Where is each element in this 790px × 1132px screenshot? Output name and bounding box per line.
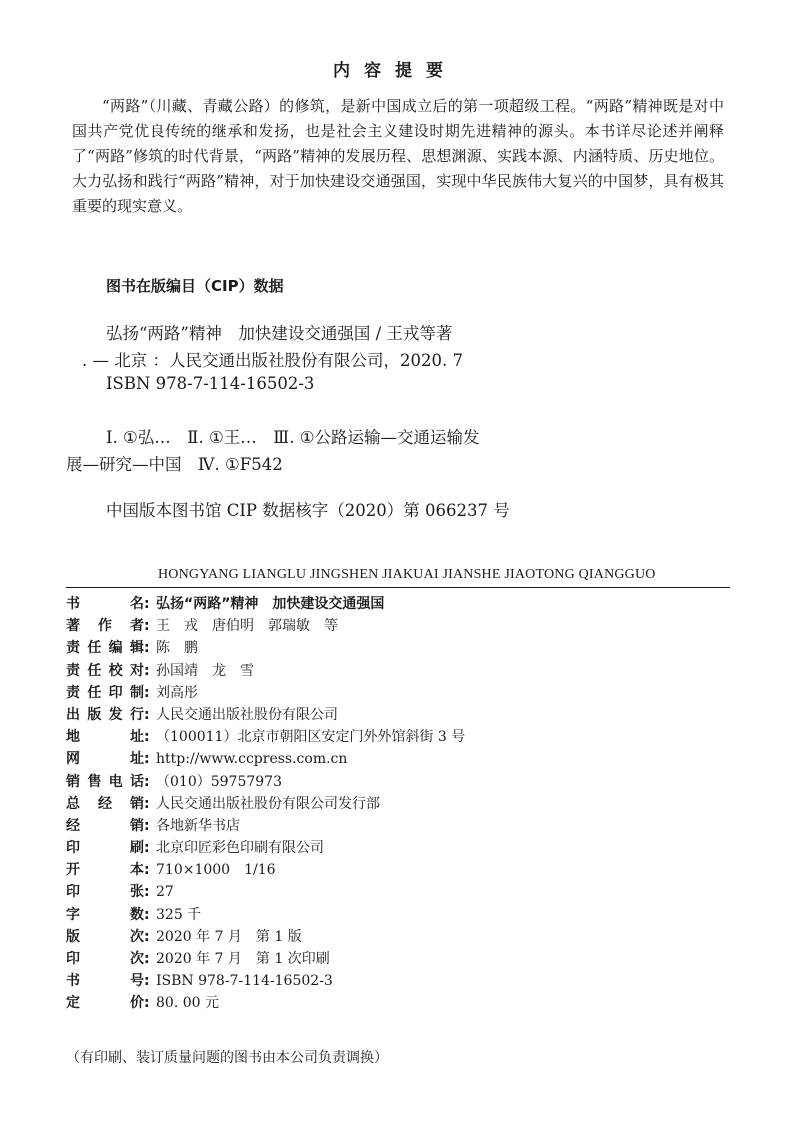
pinyin-title: HONGYANG LIANGLU JINGSHEN JIAKUAI JIANSHE JIAOTONG QIANGGUO <box>158 567 656 582</box>
cip-classification-line-1: Ⅰ. ①弘… Ⅱ. ①王… Ⅲ. ①公路运输—交通运输发 <box>106 428 480 447</box>
cip-classification-line-2: 展—研究—中国 Ⅳ. ①F542 <box>66 455 283 474</box>
divider-line <box>66 587 730 588</box>
summary-paragraph: “两路”（川藏、青藏公路）的修筑，是新中国成立后的第一项超级工程。“两路”精神既是对中国共产党优良传统的继承和发扬，也是社会主义建设时期先进精神的源头。本书详尽论述并阐释了“两路”修筑的时代背景，“两路”精神的发展历程、思想渊源、实践本源、内涵特质、历史地位。大力弘扬和践行“两路”精神，对于加快建设交通强国，实现中华民族伟大复兴的中国梦，具有极其重要的现实意义。 <box>72 97 724 215</box>
summary-title: 内容提要 <box>333 61 457 81</box>
cip-title-line: 弘扬“两路”精神 加快建设交通强国 / 王戎等著 <box>106 324 453 343</box>
cip-isbn-line: ISBN 978-7-114-16502-3 <box>106 374 315 393</box>
cip-publisher-line: . — 北京 ：人民交通出版社股份有限公司，2020. 7 <box>82 351 463 370</box>
cip-record-number: 中国版本图书馆 CIP 数据核字（2020）第 066237 号 <box>106 501 510 520</box>
quality-note: （有印刷、装订质量问题的图书由本公司负责调换） <box>66 1050 388 1066</box>
cip-heading: 图书在版编目（CIP）数据 <box>106 277 284 295</box>
